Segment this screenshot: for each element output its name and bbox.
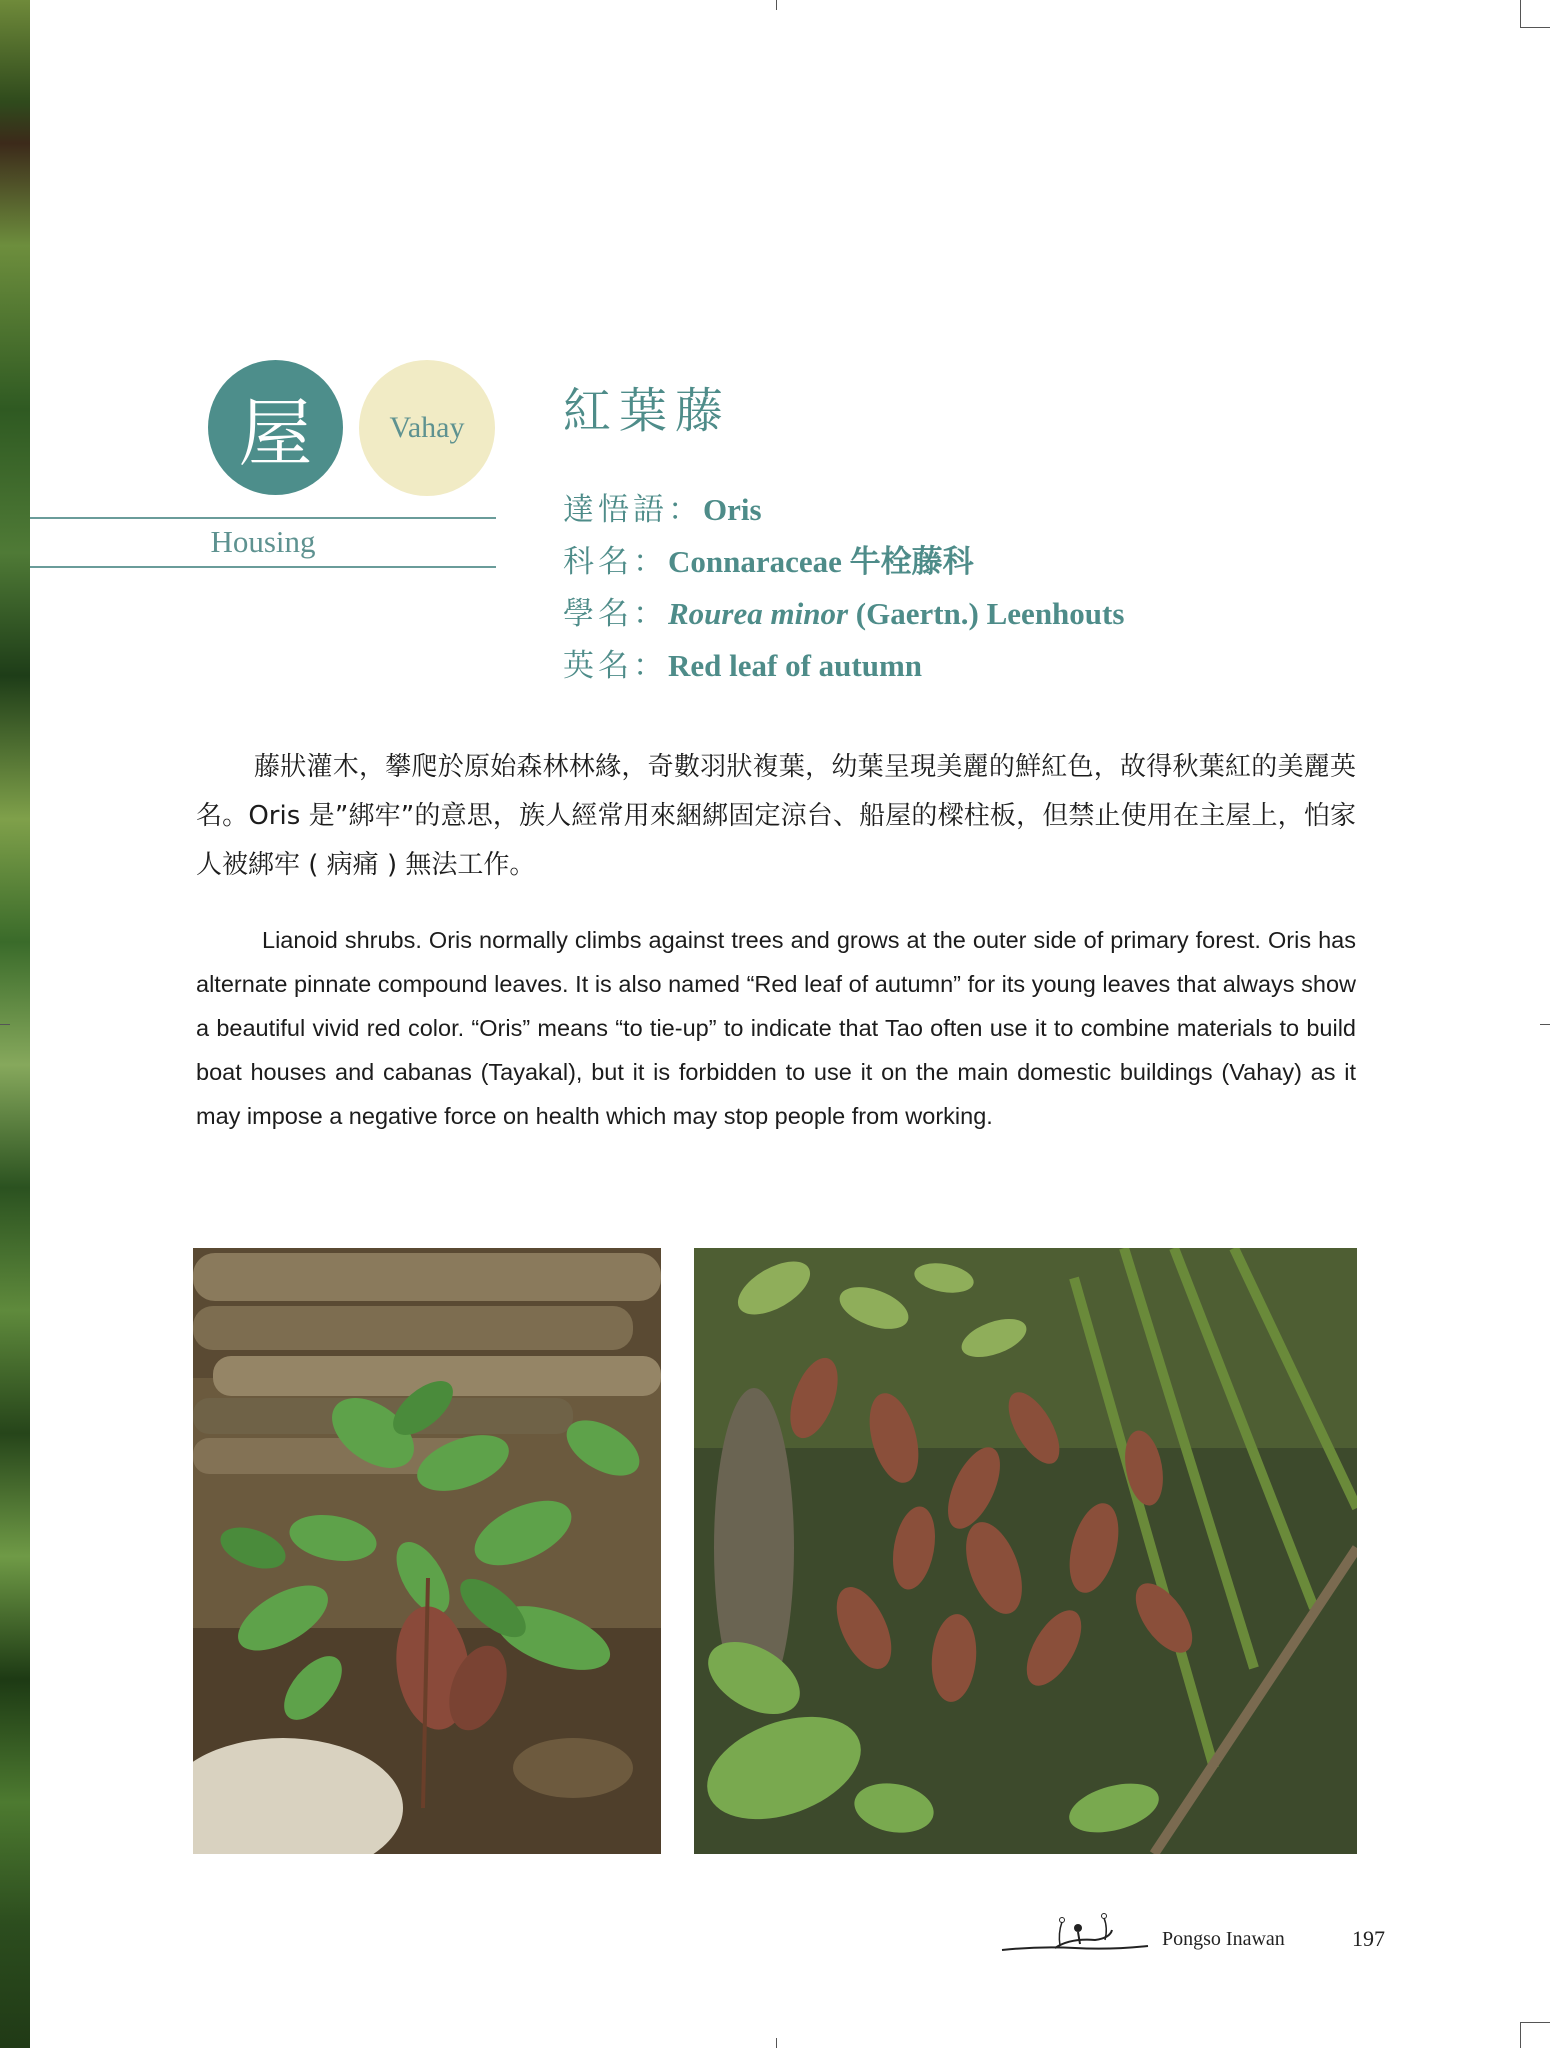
info-english-name (563, 640, 922, 685)
info-label: 達悟語： (563, 492, 703, 528)
photo-red-leaf-vine (694, 1248, 1357, 1854)
info-value: Connaraceae 牛栓藤科 (668, 544, 974, 579)
crop-mark (776, 0, 777, 10)
info-family (563, 536, 974, 581)
chinese-description: 藤狀灌木，攀爬於原始森林林緣，奇數羽狀複葉，幼葉呈現美麗的鮮紅色，故得秋葉紅的美麗英名。Oris 是”綁牢”的意思，族人經常用來綑綁固定涼台、船屋的樑柱板，但禁止使用在主屋上，怕家人被綁牢 ( 病痛 ) 無法工作。 (196, 752, 1356, 880)
info-label: 學名： (563, 596, 668, 632)
book-title: Pongso Inawan (1162, 1928, 1285, 1950)
info-value-italic: Rourea minor (668, 596, 849, 631)
boat-logo-icon (1000, 1908, 1150, 1958)
crop-mark (776, 2038, 777, 2048)
crop-mark (1520, 2022, 1550, 2023)
info-scientific-name (563, 588, 1124, 633)
page-number: 197 (1352, 1926, 1385, 1951)
info-value: (Gaertn.) Leenhouts (848, 596, 1125, 631)
photo-seedling (193, 1248, 661, 1854)
info-tao-name (563, 484, 762, 529)
crop-mark (1540, 1024, 1550, 1025)
section-rule-bottom (30, 566, 496, 568)
info-value: Red leaf of autumn (668, 648, 923, 683)
info-label: 英名： (563, 648, 668, 684)
crop-mark (1520, 27, 1550, 28)
english-description: Lianoid shrubs. Oris normally climbs against trees and grows at the outer side of primary forest. Oris has alternate pinnate compound leaves. It is also named “Red leaf of autumn” for its young leaves that always show a beautiful vivid red color. “Oris” means “to tie-up” to indicate that Tao often use it to combine materials to build boat houses and cabanas (Tayakal), but it is forbidden to use it on the main domestic buildings (Vahay) as it may impose a negative force on health which may stop people from working. (196, 927, 1356, 1129)
section-rule-top (30, 517, 496, 519)
section-name: Housing (210, 524, 316, 559)
section-emblem-character: 屋 (208, 360, 343, 495)
crop-mark (1520, 2022, 1521, 2048)
section-emblem-label: Vahay (359, 360, 495, 496)
crop-mark (0, 1024, 10, 1025)
plant-title: 紅葉藤 (563, 383, 732, 439)
info-value: Oris (703, 492, 762, 527)
crop-mark (1520, 0, 1521, 28)
info-label: 科名： (563, 544, 668, 580)
